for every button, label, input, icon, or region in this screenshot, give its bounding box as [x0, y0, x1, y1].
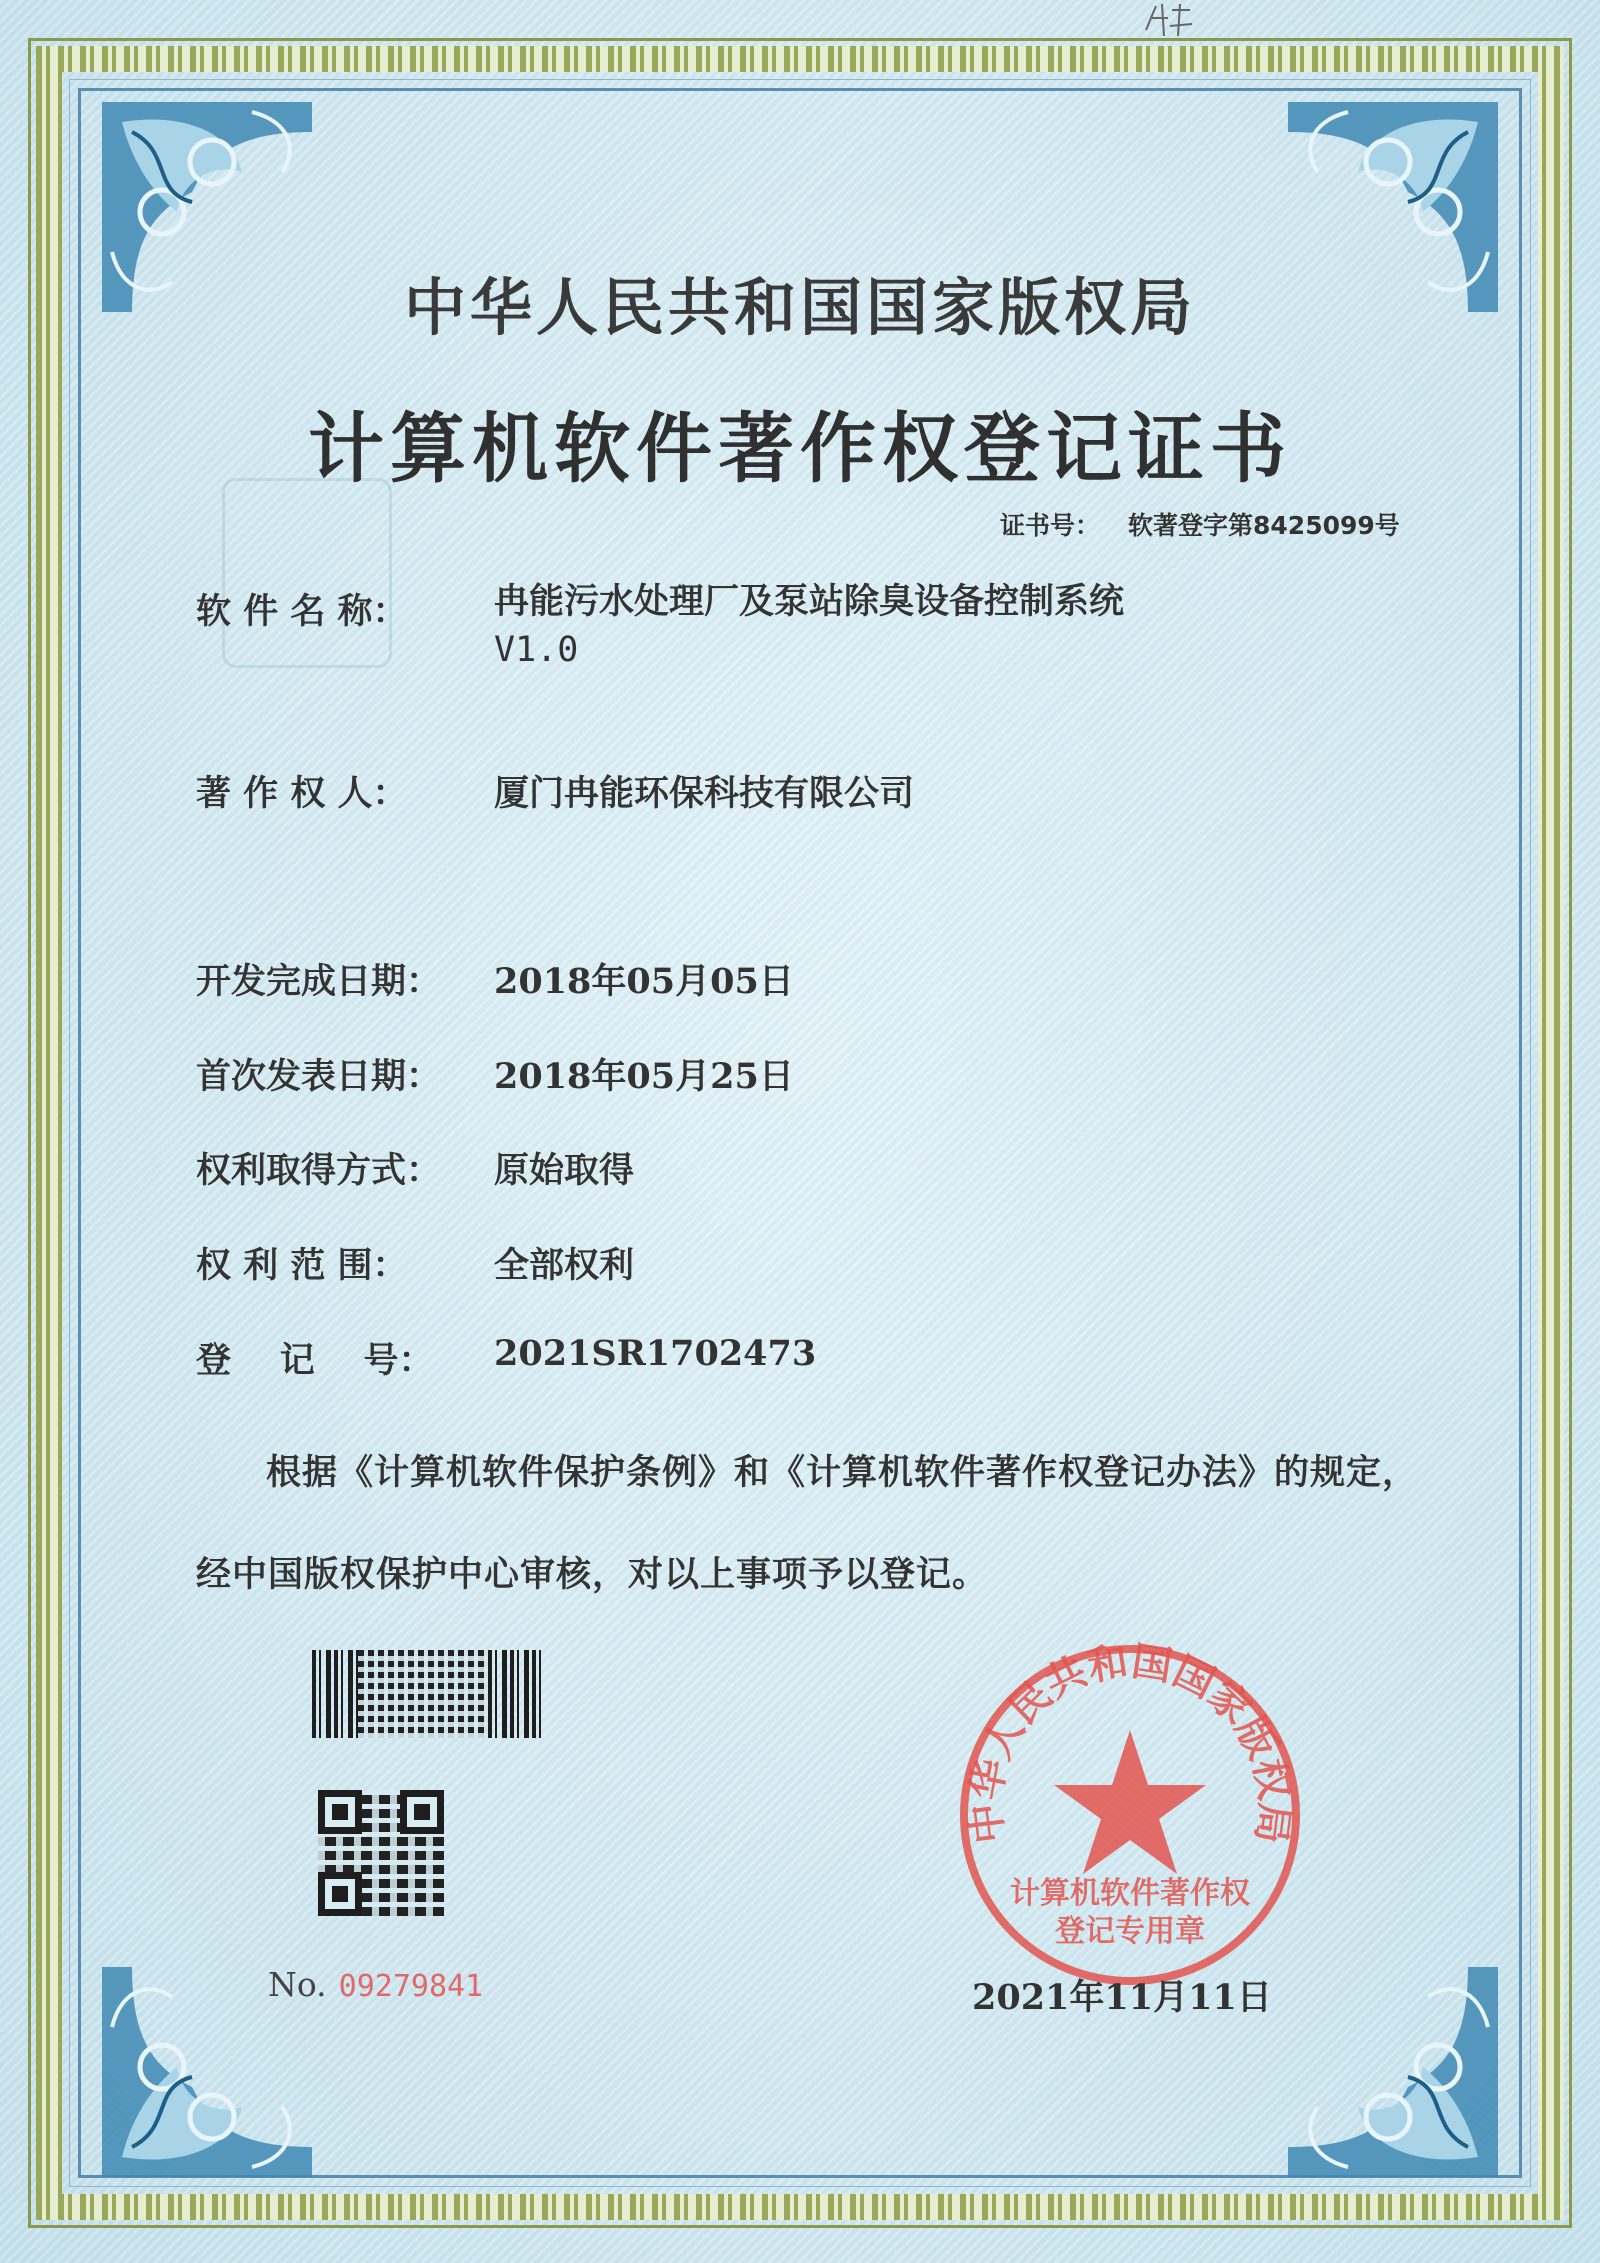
qr-code: [318, 1790, 444, 1916]
scope-row: [196, 1238, 634, 1288]
dev-date-label: 开发完成日期：: [196, 961, 442, 1002]
seal-line1: 计算机软件著作权: [1010, 1876, 1250, 1911]
software-name-label: 软 件 名 称：: [196, 591, 408, 632]
corner-ornament-bottom-right: [1278, 1957, 1508, 2187]
software-version: V1.0: [494, 630, 579, 670]
certificate-number: [1000, 506, 1428, 542]
official-seal: [950, 1635, 1310, 1995]
barcode: [312, 1650, 544, 1738]
certificate-title: 计算机软件著作权登记证书: [308, 404, 1292, 493]
software-name-value: [494, 578, 1254, 674]
acquire-row: [196, 1143, 634, 1193]
seal-star-icon: [1054, 1730, 1206, 1874]
owner-row: [196, 766, 914, 816]
authority-title: 中华人民共和国国家版权局: [403, 271, 1196, 344]
dev-date-value: 2018年05月05日: [494, 961, 794, 1002]
pub-date-row: [196, 1049, 794, 1099]
registration-label: 登 记 号：: [196, 1340, 434, 1381]
registration-row: [196, 1333, 816, 1383]
handwritten-mark: [1138, 0, 1198, 40]
seal-ring-text: 中华人民共和国国家版权局: [962, 1638, 1298, 1846]
serial-number: [268, 1965, 483, 2004]
issue-date: 2021年11月11日: [972, 1977, 1272, 2018]
owner-label: 著 作 权 人：: [196, 773, 408, 814]
seal-line2: 登记专用章: [1055, 1914, 1205, 1949]
certificate-number-value: 软著登字第8425099号: [1128, 511, 1400, 540]
software-name-row: [196, 581, 1254, 674]
serial-label: No.: [268, 1965, 327, 2004]
acquire-label: 权利取得方式：: [196, 1150, 442, 1191]
pub-date-label: 首次发表日期：: [196, 1056, 442, 1097]
owner-value: 厦门冉能环保科技有限公司: [494, 773, 915, 814]
legal-statement: 根据《计算机软件保护条例》和《计算机软件著作权登记办法》的规定，经中国版权保护中心审核，对以上事项予以登记。: [196, 1452, 1419, 1595]
scope-label: 权 利 范 围：: [196, 1245, 408, 1286]
dev-date-row: [196, 954, 794, 1004]
software-name-text: 冉能污水处理厂及泵站除臭设备控制系统: [494, 581, 1125, 622]
certificate-number-label: 证书号：: [1000, 511, 1101, 540]
scope-value: 全部权利: [494, 1245, 635, 1286]
pub-date-value: 2018年05月25日: [494, 1056, 794, 1097]
serial-value: 09279841: [338, 1969, 484, 2004]
registration-value: 2021SR1702473: [494, 1333, 817, 1374]
acquire-value: 原始取得: [494, 1150, 635, 1191]
